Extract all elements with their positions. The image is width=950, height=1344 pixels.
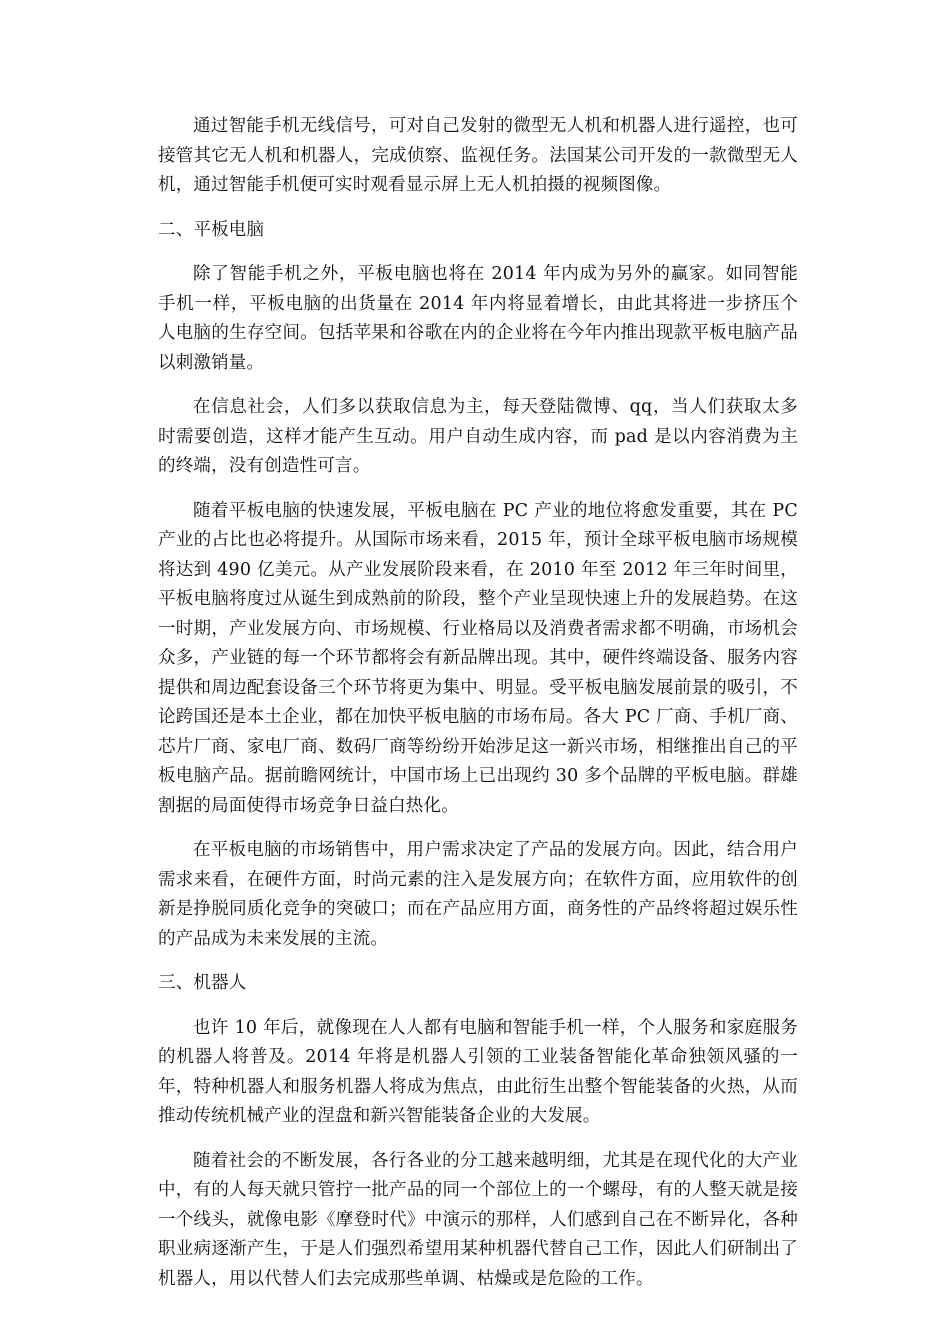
- paragraph-robot-origin: 随着社会的不断发展，各行各业的分工越来越明细，尤其是在现代化的大产业中，有的人每天就只管拧一批产品的同一个部位上的一个螺母，有的人整天就是接一个线头，就像电影《摩登时代》中演示的那样，人们感到自己在不断异化，各种职业病逐渐产生，于是人们强烈希望用某种机器代替自己工作，因此人们研制出了机器人，用以代替人们去完成那些单调、枯燥或是危险的工作。: [158, 1150, 798, 1289]
- document-page: [158, 112, 798, 1309]
- paragraph-information-society: 在信息社会，人们多以获取信息为主，每天登陆微博、qq，当人们获取太多时需要创造，这样才能产生互动。用户自动生成内容，而 pad 是以内容消费为主的终端，没有创造性可言。: [158, 397, 798, 476]
- paragraph-drone-control: 通过智能手机无线信号，可对自己发射的微型无人机和机器人进行遥控，也可接管其它无人机和机器人，完成侦察、监视任务。法国某公司开发的一款微型无人机，通过智能手机便可实时观看显示屏上无人机拍摄的视频图像。: [158, 116, 798, 195]
- paragraph-robot-future: 也许 10 年后，就像现在人人都有电脑和智能手机一样，个人服务和家庭服务的机器人将普及。2014 年将是机器人引领的工业装备智能化革命独领风骚的一年，特种机器人和服务机器人将成为焦点，由此衍生出整个智能装备的火热，从而推动传统机械产业的涅盘和新兴智能装备企业的大发展。: [158, 1017, 798, 1126]
- paragraph-tablet-market: 随着平板电脑的快速发展，平板电脑在 PC 产业的地位将愈发重要，其在 PC 产业的占比也必将提升。从国际市场来看，2015 年，预计全球平板电脑市场规模将达到 490 亿美元。从产业发展阶段来看，在 2010 年至 2012 年三年时间里，平板电脑将度过从诞生到成熟前的阶段，整个产业呈现快速上升的发展趋势。在这一时期，产业发展方向、市场规模、行业格局以及消费者需求都不明确，市场机会众多，产业链的每一个环节都将会有新品牌出现。其中，硬件终端设备、服务内容提供和周边配套设备三个环节将更为集中、明显。受平板电脑发展前景的吸引，不论跨国还是本土企业，都在加快平板电脑的市场布局。各大 PC 厂商、手机厂商、芯片厂商、家电厂商、数码厂商等纷纷开始涉足这一新兴市场，相继推出自己的平板电脑产品。据前瞻网统计，中国市场上已出现约 30 多个品牌的平板电脑。群雄割据的局面使得市场竞争日益白热化。: [158, 500, 798, 816]
- section-heading-robot: 三、机器人: [158, 973, 247, 993]
- paragraph-user-demand: 在平板电脑的市场销售中，用户需求决定了产品的发展方向。因此，结合用户需求来看，在硬件方面，时尚元素的注入是发展方向；在软件方面，应用软件的创新是挣脱同质化竞争的突破口；而在产品应用方面，商务性的产品终将超过娱乐性的产品成为未来发展的主流。: [158, 840, 798, 949]
- section-heading-tablet: 二、平板电脑: [158, 219, 265, 240]
- paragraph-tablet-winner: 除了智能手机之外，平板电脑也将在 2014 年内成为另外的赢家。如同智能手机一样，平板电脑的出货量在 2014 年内将显着增长，由此其将进一步挤压个人电脑的生存空间。包括苹果和谷歌在内的企业将在今年内推出现款平板电脑产品以刺激销量。: [158, 264, 798, 373]
